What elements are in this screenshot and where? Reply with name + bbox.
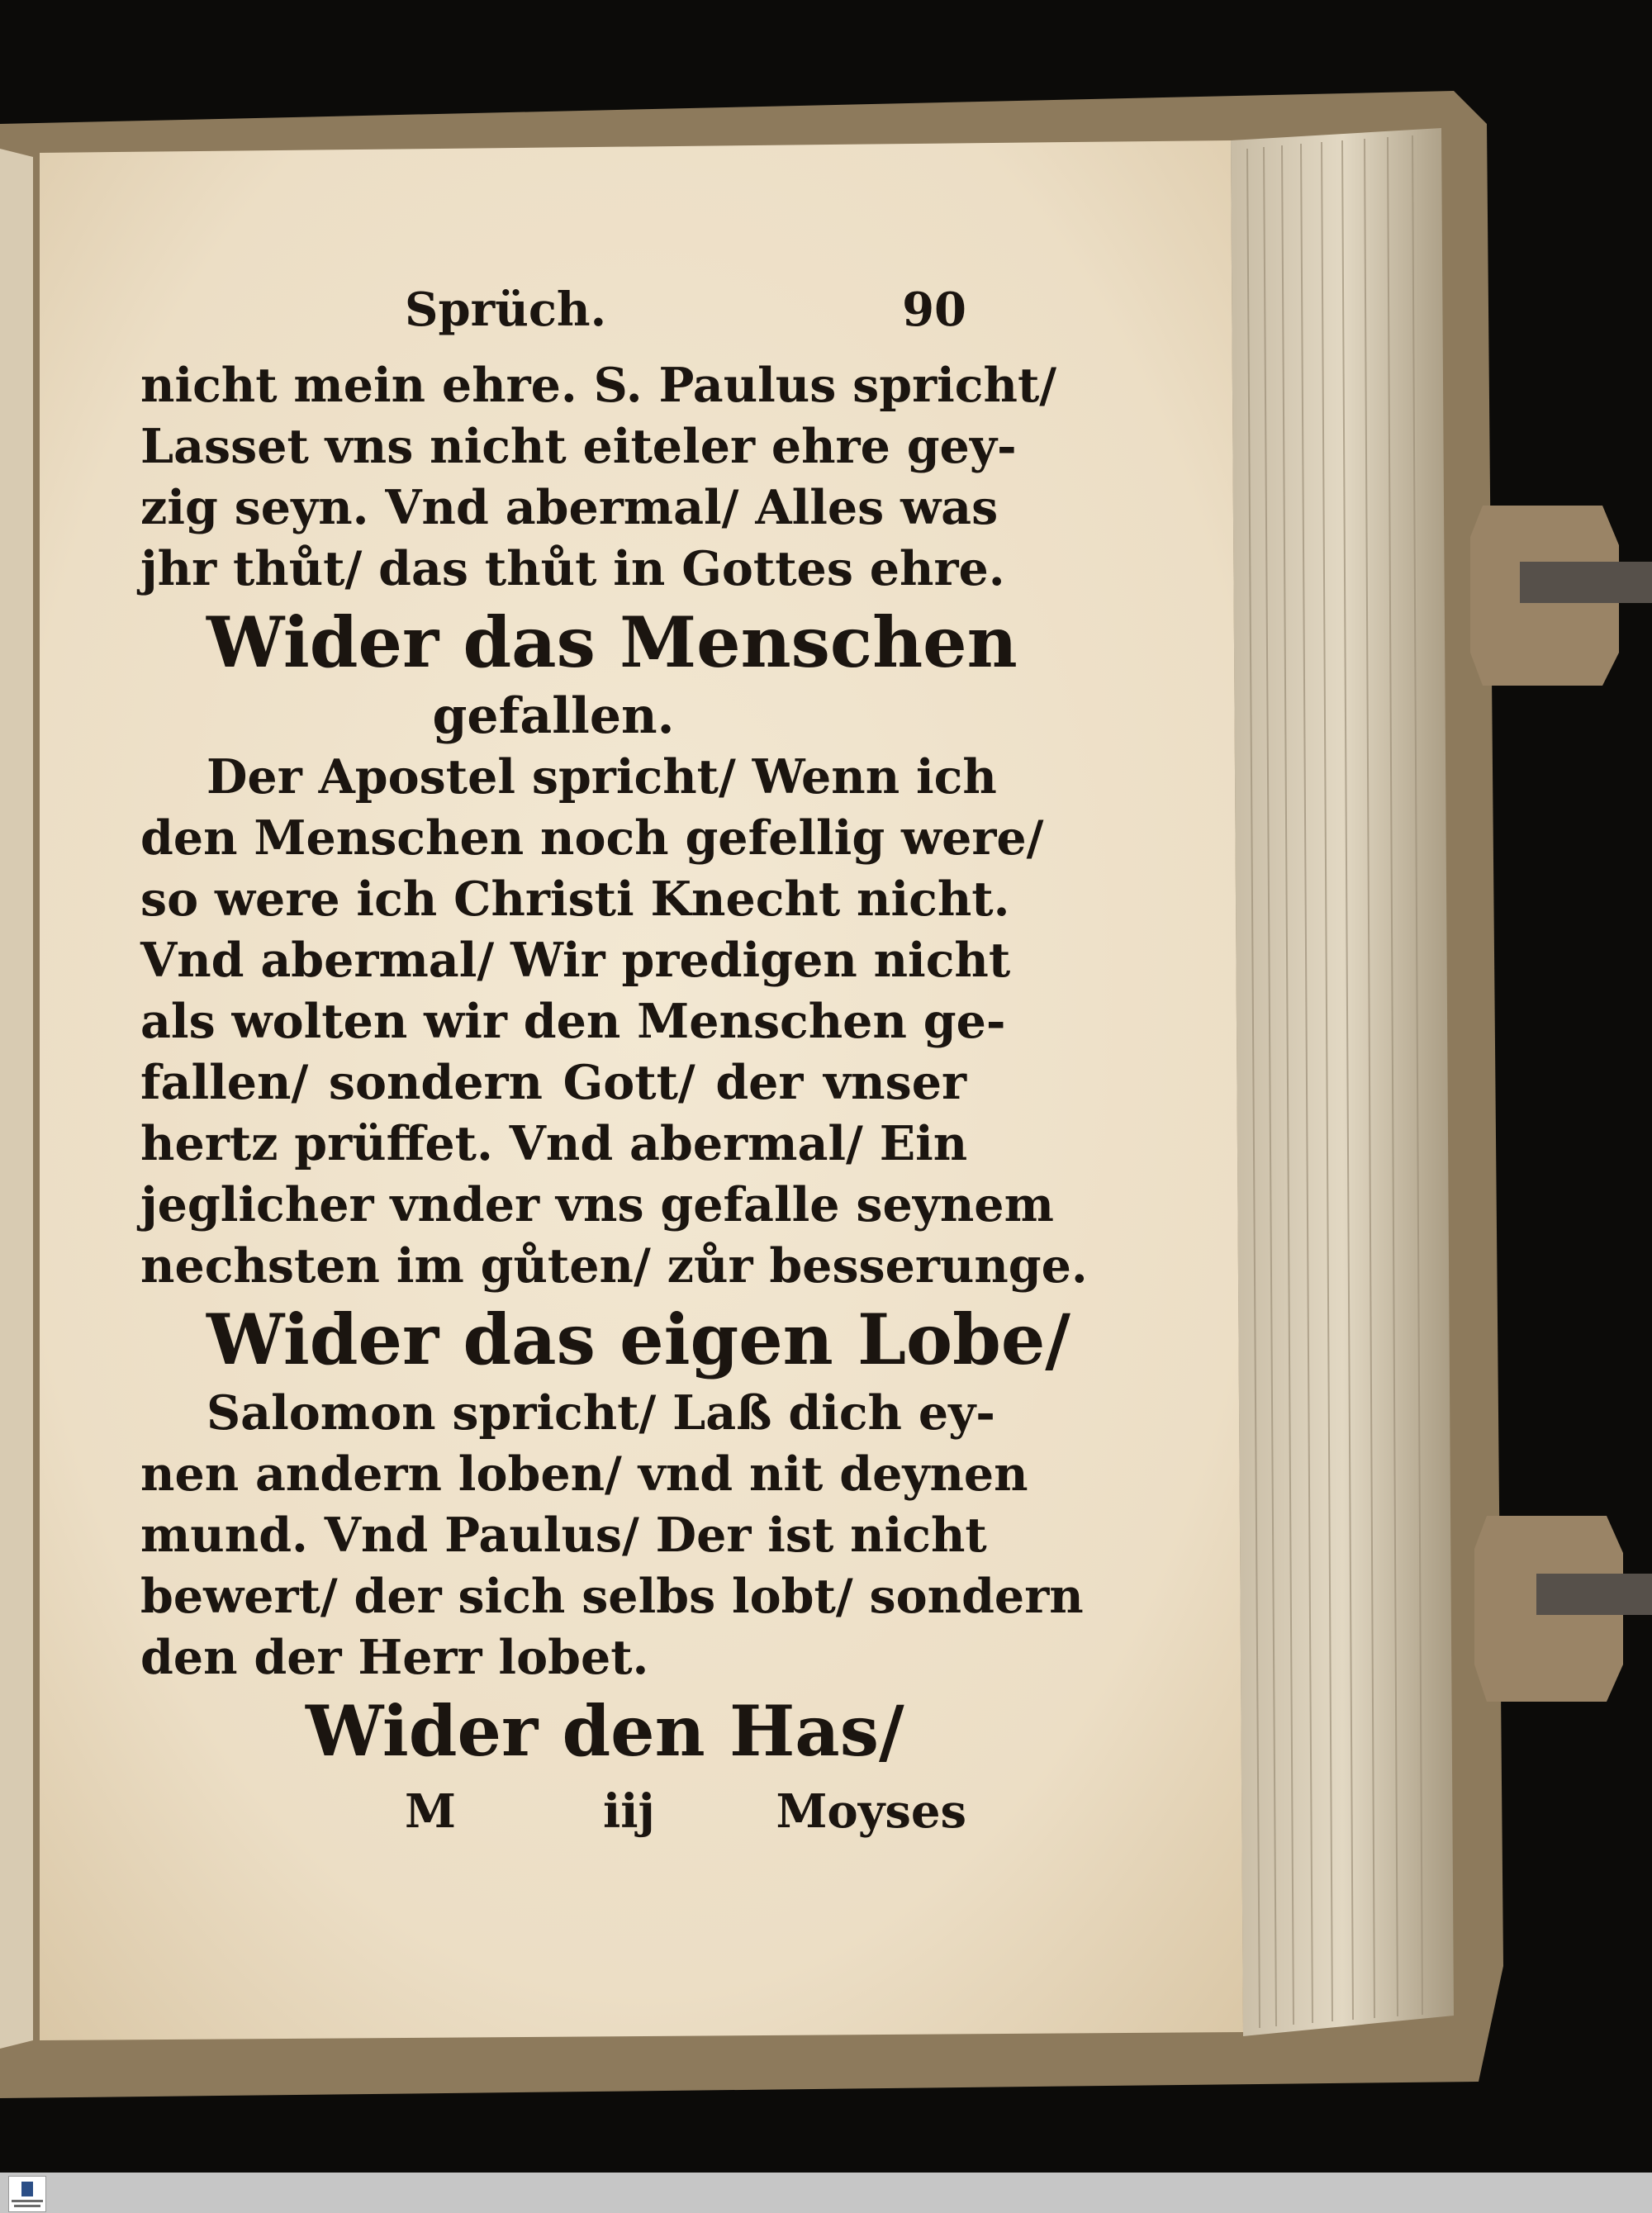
text-line: als wolten wir den Menschen ge- — [140, 994, 1006, 1049]
text-line: den der Herr lobet. — [140, 1630, 649, 1685]
section-heading: Wider das Menschen — [206, 601, 1018, 683]
section-subheading: gefallen. — [432, 687, 675, 745]
section-heading: Wider den Has/ — [306, 1690, 904, 1772]
running-title: Sprüch. — [405, 283, 607, 337]
catchword: Moyses — [776, 1784, 966, 1839]
text-line: Lasset vns nicht eiteler ehre gey- — [140, 419, 1017, 474]
page-number: 90 — [902, 283, 966, 337]
text-line: nen andern loben/ vnd nit deynen — [140, 1446, 1028, 1502]
text-line: mund. Vnd Paulus/ Der ist nicht — [140, 1508, 987, 1563]
signature-line — [140, 1774, 966, 1849]
crest-icon — [21, 2182, 33, 2196]
text-line: den Menschen noch gefellig were/ — [140, 810, 1044, 866]
text-line: jhr thůt/ das thůt in Gottes ehre. — [140, 541, 1005, 596]
text-line: Der Apostel spricht/ Wenn ich — [206, 749, 997, 805]
text-line: bewert/ der sich selbs lobt/ sondern — [140, 1569, 1084, 1624]
library-logo-icon — [8, 2176, 46, 2212]
text-line: Vnd abermal/ Wir predigen nicht — [140, 933, 1011, 988]
text-line: zig seyn. Vnd abermal/ Alles was — [140, 480, 999, 535]
text-line: jeglicher vnder vns gefalle seynem — [140, 1177, 1054, 1232]
text-line: so were ich Christi Knecht nicht. — [140, 871, 1010, 927]
page-text-block — [140, 264, 1088, 1849]
text-line: hertz prüffet. Vnd abermal/ Ein — [140, 1116, 968, 1171]
left-page-edge — [0, 149, 33, 2049]
section-heading: Wider das eigen Lobe/ — [206, 1299, 1070, 1380]
text-line: Salomon spricht/ Laß dich ey- — [206, 1385, 995, 1441]
text-line: fallen/ sondern Gott/ der vnser — [140, 1055, 966, 1110]
text-line: nechsten im gůten/ zůr besserunge. — [140, 1238, 1088, 1294]
running-head — [140, 264, 966, 355]
signature-mark: M — [405, 1784, 456, 1839]
signature-number: iij — [603, 1784, 655, 1839]
text-line: nicht mein ehre. S. Paulus spricht/ — [140, 358, 1057, 413]
viewer-footer-bar — [0, 2173, 1652, 2213]
